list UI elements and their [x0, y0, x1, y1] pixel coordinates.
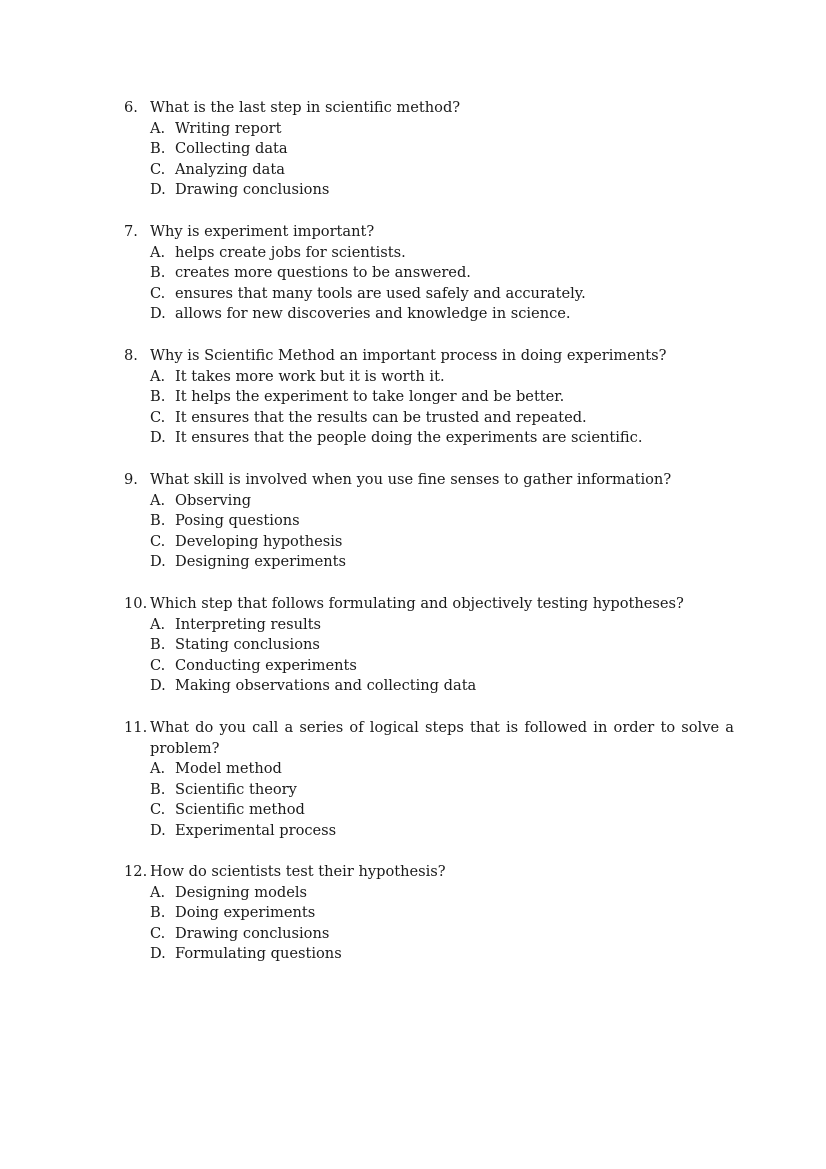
option-text: It takes more work but it is worth it.: [175, 367, 445, 385]
option-a: [124, 883, 734, 904]
option-d: [124, 304, 734, 325]
option-label: C.: [150, 656, 166, 674]
question-text: Which step that follows formulating and objectively testing hypotheses?: [150, 595, 684, 612]
option-c: [124, 408, 734, 429]
option-list: [124, 491, 734, 573]
option-label: C.: [150, 284, 166, 302]
option-list: [124, 243, 734, 325]
option-label: C.: [150, 160, 166, 178]
question-text: Why is Scientific Method an important process in doing experiments?: [150, 347, 667, 364]
option-label: B.: [150, 904, 166, 922]
option-list: [124, 759, 734, 841]
question-8: [124, 346, 734, 449]
question-stem: [124, 470, 734, 491]
question-stem: [124, 594, 734, 615]
option-label: D.: [150, 305, 166, 323]
option-text: Making observations and collecting data: [175, 677, 477, 695]
option-label: D.: [150, 821, 166, 839]
question-text: How do scientists test their hypothesis?: [150, 863, 446, 880]
option-text: Drawing conclusions: [175, 924, 330, 942]
question-stem: [124, 718, 734, 759]
option-text: Analyzing data: [175, 160, 285, 178]
option-text: Drawing conclusions: [175, 181, 330, 199]
option-label: B.: [150, 140, 166, 158]
option-d: [124, 180, 734, 201]
option-text: Formulating questions: [175, 945, 342, 963]
option-text: Writing report: [175, 119, 282, 137]
option-text: It ensures that the results can be trusted and repeated.: [175, 408, 587, 426]
option-label: B.: [150, 512, 166, 530]
option-label: A.: [150, 243, 166, 261]
option-label: A.: [150, 615, 166, 633]
option-b: [124, 263, 734, 284]
option-label: B.: [150, 780, 166, 798]
option-text: Observing: [175, 491, 252, 509]
option-d: [124, 552, 734, 573]
option-list: [124, 119, 734, 201]
option-a: [124, 759, 734, 780]
option-list: [124, 367, 734, 449]
question-number: 11.: [124, 719, 148, 736]
question-stem: [124, 862, 734, 883]
option-text: Scientific method: [175, 801, 305, 819]
option-c: [124, 160, 734, 181]
option-label: A.: [150, 119, 166, 137]
option-d: [124, 676, 734, 697]
option-b: [124, 780, 734, 801]
option-label: B.: [150, 636, 166, 654]
option-text: helps create jobs for scientists.: [175, 243, 406, 261]
option-label: D.: [150, 429, 166, 447]
question-number: 9.: [124, 471, 138, 488]
option-text: It ensures that the people doing the experiments are scientific.: [175, 429, 643, 447]
question-9: [124, 470, 734, 573]
option-d: [124, 428, 734, 449]
option-b: [124, 387, 734, 408]
option-a: [124, 615, 734, 636]
option-text: Conducting experiments: [175, 656, 357, 674]
option-text: Scientific theory: [175, 780, 297, 798]
option-label: D.: [150, 677, 166, 695]
option-label: D.: [150, 181, 166, 199]
question-text: What skill is involved when you use fine senses to gather information?: [150, 471, 672, 488]
option-a: [124, 491, 734, 512]
option-a: [124, 119, 734, 140]
option-text: allows for new discoveries and knowledge in science.: [175, 305, 571, 323]
option-label: C.: [150, 532, 166, 550]
option-text: Designing experiments: [175, 553, 346, 571]
option-label: C.: [150, 924, 166, 942]
question-stem: [124, 222, 734, 243]
question-11: [124, 718, 734, 842]
option-label: A.: [150, 491, 166, 509]
question-7: [124, 222, 734, 325]
option-label: A.: [150, 367, 166, 385]
option-c: [124, 532, 734, 553]
option-text: It helps the experiment to take longer and be better.: [175, 388, 565, 406]
option-text: Doing experiments: [175, 904, 316, 922]
option-text: Developing hypothesis: [175, 532, 343, 550]
question-number: 12.: [124, 863, 148, 880]
question-stem: [124, 98, 734, 119]
option-c: [124, 924, 734, 945]
option-label: D.: [150, 553, 166, 571]
option-text: Posing questions: [175, 512, 300, 530]
option-text: Designing models: [175, 883, 308, 901]
option-a: [124, 243, 734, 264]
option-d: [124, 821, 734, 842]
option-b: [124, 635, 734, 656]
option-text: Stating conclusions: [175, 636, 320, 654]
option-label: A.: [150, 760, 166, 778]
question-number: 8.: [124, 347, 138, 364]
question-number: 10.: [124, 595, 148, 612]
question-number: 7.: [124, 223, 138, 240]
option-label: B.: [150, 264, 166, 282]
question-stem: [124, 346, 734, 367]
option-text: Interpreting results: [175, 615, 322, 633]
option-text: creates more questions to be answered.: [175, 264, 471, 282]
option-text: ensures that many tools are used safely and accurately.: [175, 284, 586, 302]
option-a: [124, 367, 734, 388]
question-number: 6.: [124, 99, 138, 116]
option-text: Model method: [175, 760, 282, 778]
option-c: [124, 800, 734, 821]
option-list: [124, 883, 734, 965]
option-b: [124, 903, 734, 924]
option-text: Collecting data: [175, 140, 288, 158]
option-b: [124, 511, 734, 532]
option-c: [124, 656, 734, 677]
option-c: [124, 284, 734, 305]
option-list: [124, 615, 734, 697]
question-6: [124, 98, 734, 201]
question-10: [124, 594, 734, 697]
option-label: D.: [150, 945, 166, 963]
option-label: C.: [150, 801, 166, 819]
option-label: A.: [150, 883, 166, 901]
option-label: C.: [150, 408, 166, 426]
question-text: Why is experiment important?: [150, 223, 375, 240]
option-b: [124, 139, 734, 160]
question-text: What is the last step in scientific method?: [150, 99, 461, 116]
question-12: [124, 862, 734, 965]
option-label: B.: [150, 388, 166, 406]
question-text: What do you call a series of logical steps that is followed in order to solve a problem?: [150, 719, 734, 757]
option-text: Experimental process: [175, 821, 337, 839]
option-d: [124, 944, 734, 965]
